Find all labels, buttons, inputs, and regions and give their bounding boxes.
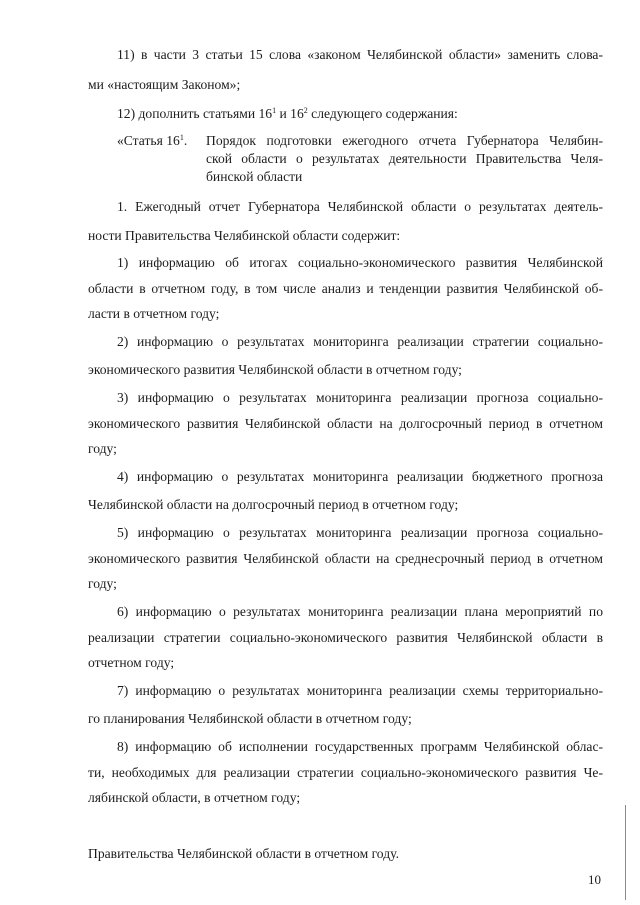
article-title-line-3: бинской области (206, 169, 303, 184)
list-item-8-line-2: ти, необходимых для реализации стратегии социально-экономического развития Че- (88, 765, 603, 780)
list-item-6-line-1: 6) информацию о результатах мониторинга реализации плана мероприятий по (117, 604, 603, 619)
article-title-line-2: ской области о результатах деятельности Правительства Челя- (206, 151, 603, 166)
item-12: 12) дополнить статьями $16^1$ и $16^2$ следующего содержания: (117, 106, 458, 121)
paragraph-1-line-2: ности Правительства Челябинской области содержит: (88, 228, 401, 243)
list-item-6-line-2: реализации стратегии социально-экономического развития Челябинской области в (88, 630, 603, 645)
list-item-2-line-1: 2) информацию о результатах мониторинга реализации стратегии социально- (117, 334, 603, 349)
list-item-5-line-3: году; (88, 576, 117, 591)
list-item-1-line-2: области в отчетном году, в том числе анализ и тенденции развития Челябинской об- (88, 281, 603, 296)
list-item-3-line-1: 3) информацию о результатах мониторинга реализации прогноза социально- (117, 390, 603, 405)
list-item-3-line-2: экономического развития Челябинской области на долгосрочный период в отчетном (88, 416, 603, 431)
page-number: 10 (588, 872, 601, 887)
item-11-line-2: ми «настоящим Законом»; (88, 77, 241, 92)
item-11-line-1: 11) в части 3 статьи 15 слова «законом Челябинской области» заменить слова- (117, 47, 603, 62)
list-item-9-line-2: Правительства Челябинской области в отчетном году. (88, 846, 399, 861)
list-item-6-line-3: отчетном году; (88, 655, 175, 670)
list-item-4-line-2: Челябинской области на долгосрочный период в отчетном году; (88, 497, 459, 512)
list-item-7-line-1: 7) информацию о результатах мониторинга реализации схемы территориально- (117, 683, 603, 698)
list-item-1-line-3: ласти в отчетном году; (88, 306, 220, 321)
article-label: «Статья $16^1$. (117, 133, 188, 148)
list-item-7-line-2: го планирования Челябинской области в отчетном году; (88, 711, 412, 726)
list-item-5-line-1: 5) информацию о результатах мониторинга реализации прогноза социально- (117, 525, 603, 540)
list-item-8-line-1: 8) информацию об исполнении государственных программ Челябинской облас- (117, 739, 603, 754)
paragraph-1-line-1: 1. Ежегодный отчет Губернатора Челябинской области о результатах деятель- (117, 199, 603, 214)
list-item-8-line-3: лябинской области, в отчетном году; (88, 790, 301, 805)
list-item-4-line-1: 4) информацию о результатах мониторинга реализации бюджетного прогноза (117, 469, 603, 484)
list-item-5-line-2: экономического развития Челябинской области на среднесрочный период в отчетном (88, 551, 603, 566)
list-item-3-line-3: году; (88, 441, 117, 456)
article-title-line-1: Порядок подготовки ежегодного отчета Губернатора Челябин- (206, 133, 603, 148)
list-item-1-line-1: 1) информацию об итогах социально-экономического развития Челябинской (117, 255, 603, 270)
scan-edge-mark (625, 805, 626, 900)
list-item-2-line-2: экономического развития Челябинской области в отчетном году; (88, 362, 462, 377)
